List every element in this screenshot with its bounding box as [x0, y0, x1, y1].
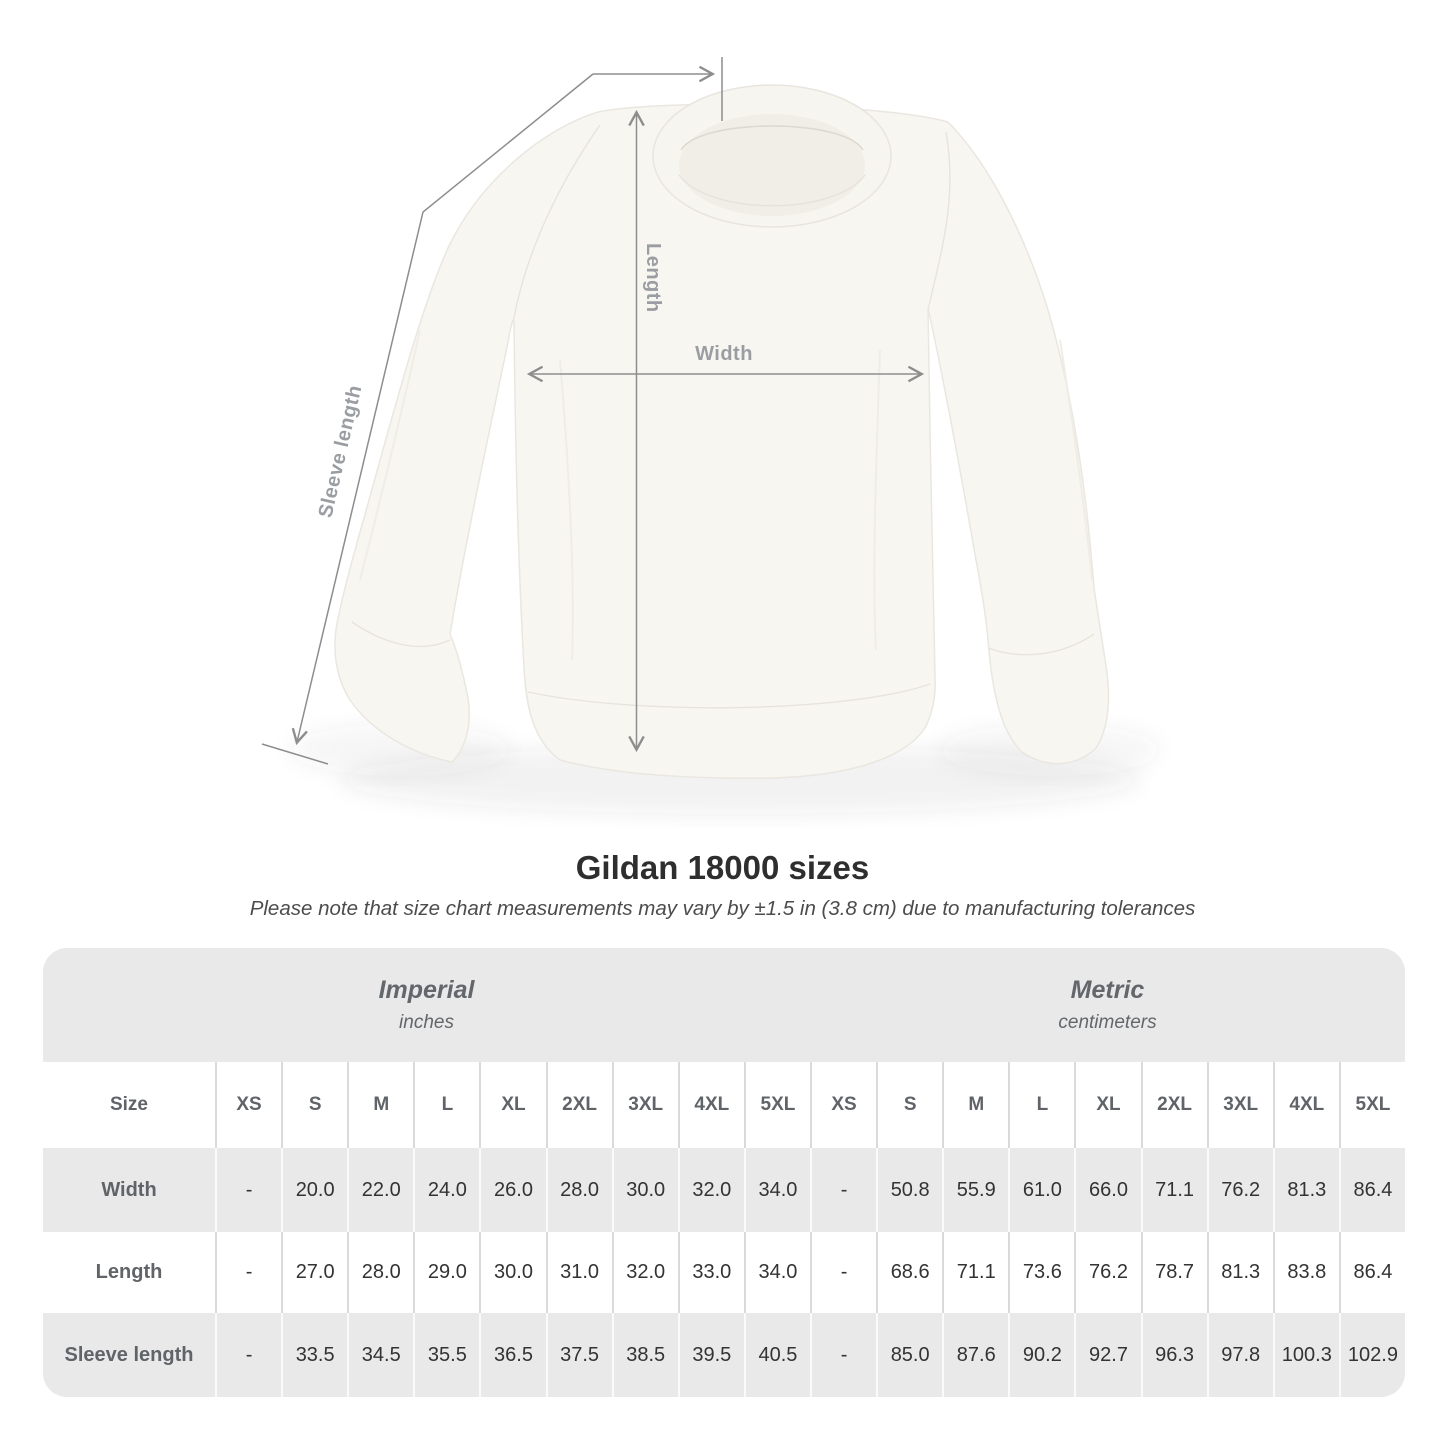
- width-metric-value: 55.9: [942, 1148, 1008, 1232]
- size-col-header: XS: [215, 1062, 281, 1148]
- size-col-header: 4XL: [1273, 1062, 1339, 1148]
- sleeve-imperial-value: 33.5: [281, 1313, 347, 1397]
- length-metric-value: 78.7: [1141, 1232, 1207, 1313]
- width-imperial-value: 24.0: [413, 1148, 479, 1232]
- sleeve-imperial-value: 40.5: [744, 1313, 810, 1397]
- length-imperial-value: 32.0: [612, 1232, 678, 1313]
- sleeve-imperial-value: 36.5: [479, 1313, 545, 1397]
- sleeve-metric-value: 96.3: [1141, 1313, 1207, 1397]
- metric-title: Metric: [1070, 976, 1145, 1004]
- length-imperial-value: 31.0: [546, 1232, 612, 1313]
- length-imperial-value: 30.0: [479, 1232, 545, 1313]
- length-row: [43, 1232, 1405, 1313]
- size-col-header: XS: [810, 1062, 876, 1148]
- length-metric-value: 76.2: [1074, 1232, 1140, 1313]
- unit-group-row: [43, 948, 1405, 1062]
- length-imperial-value: 27.0: [281, 1232, 347, 1313]
- length-metric-value: 86.4: [1339, 1232, 1405, 1313]
- length-imperial-value: 28.0: [347, 1232, 413, 1313]
- width-metric-value: 66.0: [1074, 1148, 1140, 1232]
- tolerance-note: Please note that size chart measurements may vary by ±1.5 in (3.8 cm) due to manufacturing tolerances: [249, 897, 1196, 920]
- size-col-header: L: [1008, 1062, 1074, 1148]
- metric-subtitle: centimeters: [1058, 1012, 1157, 1033]
- width-metric-value: -: [810, 1148, 876, 1232]
- size-col-header: 3XL: [1207, 1062, 1273, 1148]
- sleeve-imperial-value: 39.5: [678, 1313, 744, 1397]
- width-label: Width: [695, 343, 753, 365]
- page-title: Gildan 18000 sizes: [575, 849, 870, 886]
- length-imperial-value: 33.0: [678, 1232, 744, 1313]
- size-col-header: 2XL: [546, 1062, 612, 1148]
- row-label: Length: [95, 1261, 163, 1283]
- size-col-header: XL: [1074, 1062, 1140, 1148]
- length-metric-value: 81.3: [1207, 1232, 1273, 1313]
- size-col-header: S: [281, 1062, 347, 1148]
- size-col-header: XL: [479, 1062, 545, 1148]
- metric-group-header: [810, 948, 1405, 1062]
- length-metric-value: 71.1: [942, 1232, 1008, 1313]
- length-metric-value: 83.8: [1273, 1232, 1339, 1313]
- sleeve-length-label: Sleeve length: [314, 382, 367, 520]
- size-col-header: M: [347, 1062, 413, 1148]
- length-imperial-value: -: [215, 1232, 281, 1313]
- size-col-header: S: [876, 1062, 942, 1148]
- length-metric-value: -: [810, 1232, 876, 1313]
- length-imperial-value: 34.0: [744, 1232, 810, 1313]
- length-metric-value: 68.6: [876, 1232, 942, 1313]
- width-metric-value: 81.3: [1273, 1148, 1339, 1232]
- size-table: [43, 948, 1405, 1397]
- width-metric-value: 86.4: [1339, 1148, 1405, 1232]
- width-imperial-value: 30.0: [612, 1148, 678, 1232]
- imperial-group-header: [43, 948, 810, 1062]
- sleeve-imperial-value: 38.5: [612, 1313, 678, 1397]
- size-col-header: 3XL: [612, 1062, 678, 1148]
- width-imperial-value: 34.0: [744, 1148, 810, 1232]
- sleeve-metric-value: 87.6: [942, 1313, 1008, 1397]
- sleeve-imperial-value: -: [215, 1313, 281, 1397]
- imperial-subtitle: inches: [399, 1012, 454, 1033]
- width-metric-value: 61.0: [1008, 1148, 1074, 1232]
- width-imperial-value: 26.0: [479, 1148, 545, 1232]
- size-col-header: 5XL: [744, 1062, 810, 1148]
- length-metric-value: 73.6: [1008, 1232, 1074, 1313]
- collar: [653, 85, 891, 227]
- length-label: Length: [642, 243, 664, 313]
- sleeve-metric-value: -: [810, 1313, 876, 1397]
- sleeve-imperial-value: 35.5: [413, 1313, 479, 1397]
- sleeve-metric-value: 102.9: [1339, 1313, 1405, 1397]
- sleeve-metric-value: 100.3: [1273, 1313, 1339, 1397]
- row-label: Width: [101, 1178, 157, 1201]
- width-imperial-value: 20.0: [281, 1148, 347, 1232]
- size-col-header: 5XL: [1339, 1062, 1405, 1148]
- width-metric-value: 71.1: [1141, 1148, 1207, 1232]
- size-col-header: M: [942, 1062, 1008, 1148]
- row-label: Sleeve length: [64, 1343, 194, 1366]
- sleeve-imperial-value: 37.5: [546, 1313, 612, 1397]
- length-imperial-value: 29.0: [413, 1232, 479, 1313]
- width-imperial-value: 28.0: [546, 1148, 612, 1232]
- width-metric-value: 50.8: [876, 1148, 942, 1232]
- width-imperial-value: -: [215, 1148, 281, 1232]
- sleeve-metric-value: 92.7: [1074, 1313, 1140, 1397]
- sleeve-metric-value: 85.0: [876, 1313, 942, 1397]
- sleeve-imperial-value: 34.5: [347, 1313, 413, 1397]
- sleeve-metric-value: 97.8: [1207, 1313, 1273, 1397]
- size-header: Size: [109, 1094, 149, 1115]
- width-metric-value: 76.2: [1207, 1148, 1273, 1232]
- size-col-header: 4XL: [678, 1062, 744, 1148]
- width-imperial-value: 22.0: [347, 1148, 413, 1232]
- imperial-title: Imperial: [378, 976, 475, 1004]
- size-col-header: 2XL: [1141, 1062, 1207, 1148]
- width-imperial-value: 32.0: [678, 1148, 744, 1232]
- sleeve-length-row: [43, 1313, 1405, 1397]
- size-header-row: [43, 1062, 1405, 1148]
- sleeve-metric-value: 90.2: [1008, 1313, 1074, 1397]
- width-row: [43, 1148, 1405, 1232]
- size-col-header: L: [413, 1062, 479, 1148]
